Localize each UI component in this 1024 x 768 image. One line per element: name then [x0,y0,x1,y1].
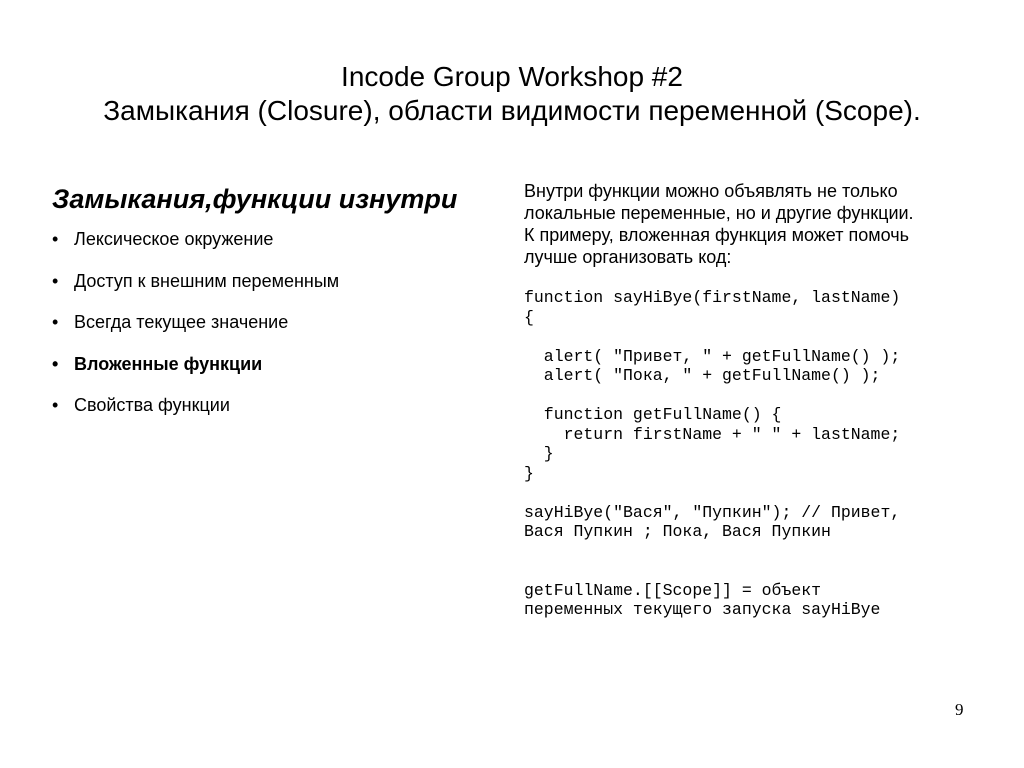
page-number: 9 [955,700,964,719]
bullet-item-outer-variables: • Доступ к внешним переменным [52,269,492,293]
bullet-item-nested-functions: • Вложенные функции [52,352,492,376]
bullet-item-current-value: • Всегда текущее значение [52,310,492,334]
code-block: function sayHiBye(firstName, lastName) { alert( "Привет, " + getFullName() ); alert( "Пока, " + getFullName() ); function getFullName() { return firstName + " " + lastName; } } sayHiBye("Вася", "Пупкин"); // Привет, Вася Пупкин ; Пока, Вася Пупкин getFullName.[[Scope]] = объект переменных текущего запуска sayHiBye [524,288,901,619]
bullet-list [52,227,492,417]
intro-paragraph: Внутри функции можно объявлять не только локальные переменные, но и другие функции. К примеру, вложенная функция может помочь лучше организовать код: [524,181,914,267]
slide-title-line-1: Incode Group Workshop #2 [341,61,683,92]
left-column [52,181,492,435]
slide-title-line-2: Замыкания (Closure), области видимости переменной (Scope). [103,95,921,126]
bullet-item-lexical-environment: • Лексическое окружение [52,227,492,251]
bullet-item-function-properties: • Свойства функции [52,393,492,417]
section-heading: Замыкания,функции изнутри [52,184,458,214]
right-column [524,180,994,620]
slide-title [0,60,1024,128]
